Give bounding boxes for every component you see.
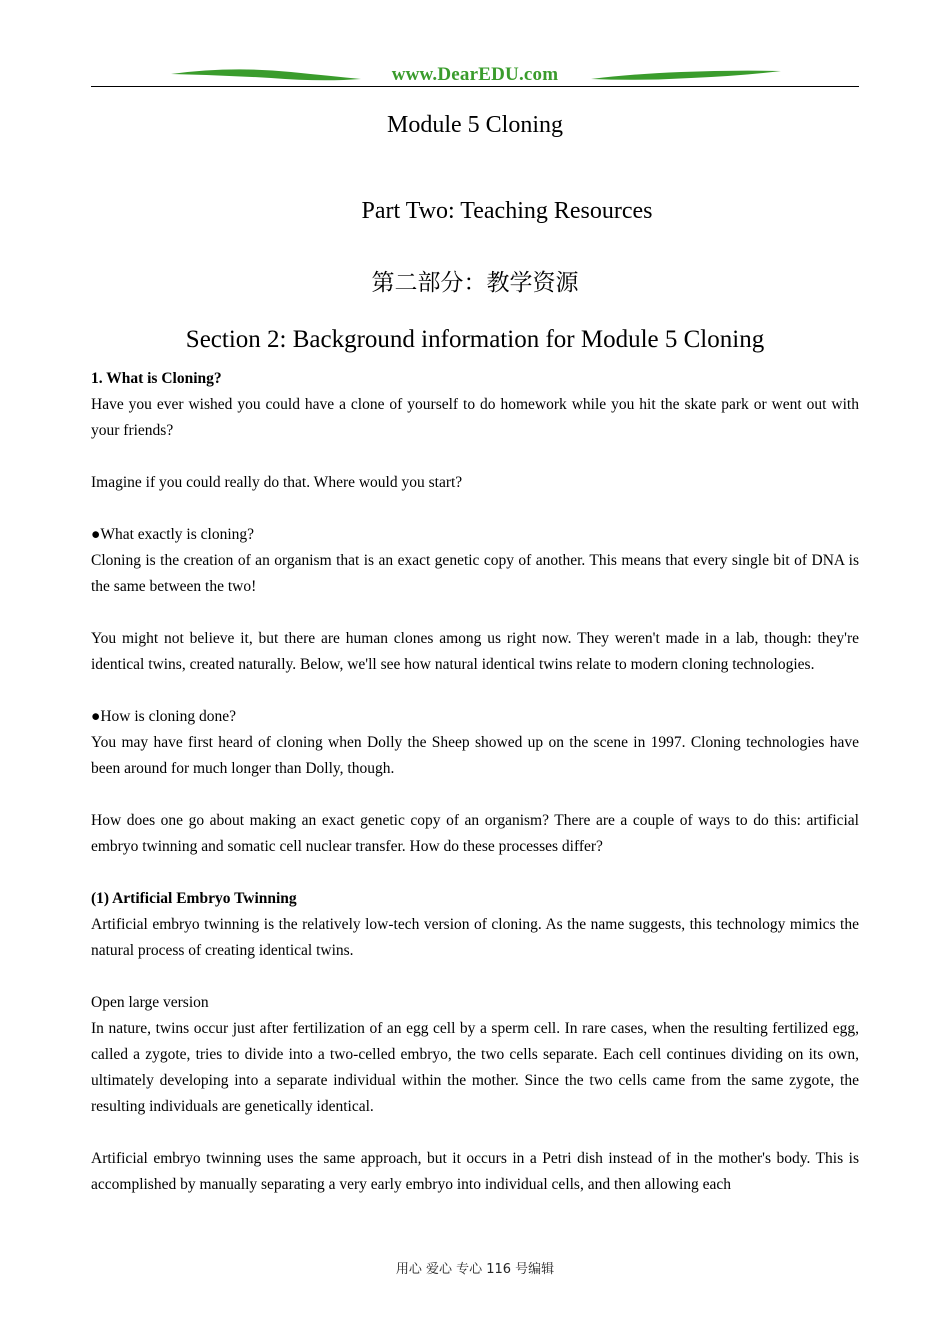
paragraph: Imagine if you could really do that. Where would you start?: [91, 474, 463, 491]
site-logo: www.DearEDU.com: [391, 64, 559, 85]
paragraph: You might not believe it, but there are human clones among us right now. They weren't made in a lab, though: they're identical twins, created naturally. Below, we'll see how natural identical twins relate to modern cloning technologies.: [91, 630, 859, 673]
page-footer: 用心 爱心 专心 116 号编辑: [395, 1262, 555, 1277]
paragraph: You may have first heard of cloning when Dolly the Sheep showed up on the scene in 1997. Cloning technologies have been around for much longer than Dolly, though.: [91, 734, 859, 777]
header-rule: [91, 86, 859, 87]
chinese-title: 第二部分：教学资源: [371, 270, 579, 296]
paragraph: Artificial embryo twinning is the relatively low-tech version of cloning. As the name suggests, this technology mimics the natural process of creating identical twins.: [91, 916, 859, 959]
heading-artificial-embryo-twinning: (1) Artificial Embryo Twinning: [91, 890, 297, 907]
paragraph: Cloning is the creation of an organism that is an exact genetic copy of another. This means that every single bit of DNA is the same between the two!: [91, 552, 859, 595]
open-large-version-text: Open large version: [91, 994, 209, 1011]
document-body: [91, 366, 859, 1198]
page-header: [91, 62, 859, 90]
heading-what-is-cloning: 1. What is Cloning?: [91, 370, 222, 387]
right-swoosh-decoration: [591, 68, 781, 82]
section-title: Section 2: Background information for Module 5 Cloning: [185, 326, 765, 353]
bullet-question: ●What exactly is cloning?: [91, 526, 255, 543]
paragraph: In nature, twins occur just after fertilization of an egg cell by a sperm cell. In rare cases, when the resulting fertilized egg, called a zygote, tries to divide into a two-celled embryo, the two cells separate. Each cell continues dividing on its own, ultimately developing into a separate individual within the mother. Since the two cells came from the same zygote, the resulting individuals are genetically identical.: [91, 1020, 859, 1115]
bullet-question: ●How is cloning done?: [91, 708, 236, 725]
part-title: Part Two: Teaching Resources: [361, 198, 653, 224]
paragraph: Artificial embryo twinning uses the same approach, but it occurs in a Petri dish instead of in the mother's body. This is accomplished by manually separating a very early embryo into individual cells, and then allowing each: [91, 1150, 859, 1193]
paragraph: How does one go about making an exact genetic copy of an organism? There are a couple of ways to do this: artificial embryo twinning and somatic cell nuclear transfer. How do these processes differ?: [91, 812, 859, 855]
paragraph: Have you ever wished you could have a clone of yourself to do homework while you hit the skate park or went out with your friends?: [91, 396, 859, 439]
module-title: Module 5 Cloning: [386, 112, 563, 138]
